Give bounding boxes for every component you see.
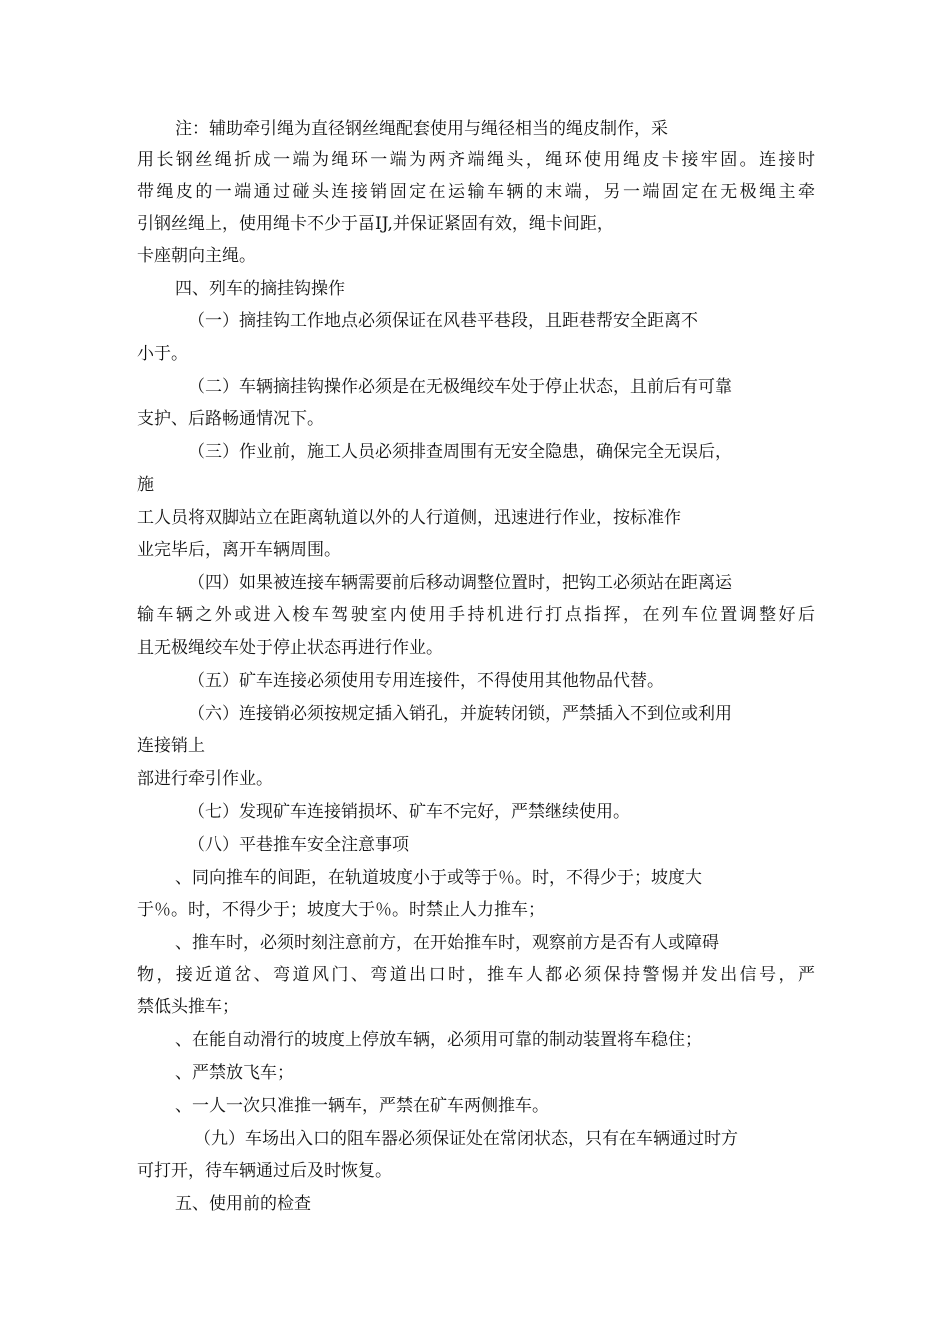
text-line: 、一人一次只准推一辆车，严禁在矿车两侧推车。	[175, 1096, 549, 1116]
text-line: （三）作业前，施工人员必须排查周围有无安全隐患，确保完全无误后，	[188, 442, 732, 462]
section-heading: 四、列车的摘挂钩操作	[175, 279, 345, 299]
text-line: 卡座朝向主绳。	[137, 246, 256, 266]
text-line: 工人员将双脚站立在距离轨道以外的人行道侧，迅速进行作业，按标准作	[137, 508, 681, 528]
text-line: 施	[137, 475, 154, 495]
text-line: 支护、后路畅通情况下。	[137, 409, 324, 429]
text-line: （九）车场出入口的阻车器必须保证处在常闭状态，只有在车辆通过时方	[194, 1129, 738, 1149]
text-line: 用长钢丝绳折成一端为绳环一端为两齐端绳头，绳环使用绳皮卡接牢固。连接时	[137, 150, 815, 170]
text-line: 小于。	[137, 344, 188, 364]
text-line: 于％。时，不得少于；坡度大于％。时禁止人力推车；	[137, 900, 545, 920]
text-line: 可打开，待车辆通过后及时恢复。	[137, 1161, 392, 1181]
text-line: 引钢丝绳上，使用绳卡不少于畐IJ,并保证紧固有效，绳卡间距，	[137, 214, 614, 234]
text-line: 、严禁放飞车；	[175, 1063, 294, 1083]
text-line: （一）摘挂钩工作地点必须保证在风巷平巷段，且距巷帮安全距离不	[188, 311, 698, 331]
text-line: （七）发现矿车连接销损坏、矿车不完好，严禁继续使用。	[188, 802, 630, 822]
text-line: （五）矿车连接必须使用专用连接件，不得使用其他物品代替。	[188, 671, 664, 691]
text-line: 、推车时，必须时刻注意前方，在开始推车时，观察前方是否有人或障碍	[175, 933, 719, 953]
text-line: 禁低头推车；	[137, 997, 239, 1017]
text-line: 业完毕后，离开车辆周围。	[137, 540, 341, 560]
text-line: （四）如果被连接车辆需要前后移动调整位置时，把钩工必须站在距离运	[188, 573, 732, 593]
text-line: 注：辅助牵引绳为直径钢丝绳配套使用与绳径相当的绳皮制作，采	[175, 119, 668, 139]
text-line: 连接销上	[137, 736, 205, 756]
text-line: 、在能自动滑行的坡度上停放车辆，必须用可靠的制动装置将车稳住；	[175, 1030, 702, 1050]
text-line: （二）车辆摘挂钩操作必须是在无极绳绞车处于停止状态，且前后有可靠	[188, 377, 732, 397]
section-heading: 五、使用前的检查	[175, 1194, 311, 1214]
text-line: 物，接近道岔、弯道风门、弯道出口时，推车人都必须保持警惕并发出信号，严	[137, 965, 815, 985]
text-line: 、同向推车的间距，在轨道坡度小于或等于％。时，不得少于；坡度大	[175, 868, 702, 888]
text-line: 带绳皮的一端通过碰头连接销固定在运输车辆的末端，另一端固定在无极绳主牵	[137, 182, 815, 202]
text-line: 输车辆之外或进入梭车驾驶室内使用手持机进行打点指挥，在列车位置调整好后	[137, 605, 815, 625]
text-line: 且无极绳绞车处于停止状态再进行作业。	[137, 638, 443, 658]
text-line: 部进行牵引作业。	[137, 769, 273, 789]
text-line: （六）连接销必须按规定插入销孔，并旋转闭锁，严禁插入不到位或利用	[188, 704, 732, 724]
text-line: （八）平巷推车安全注意事项	[188, 835, 409, 855]
